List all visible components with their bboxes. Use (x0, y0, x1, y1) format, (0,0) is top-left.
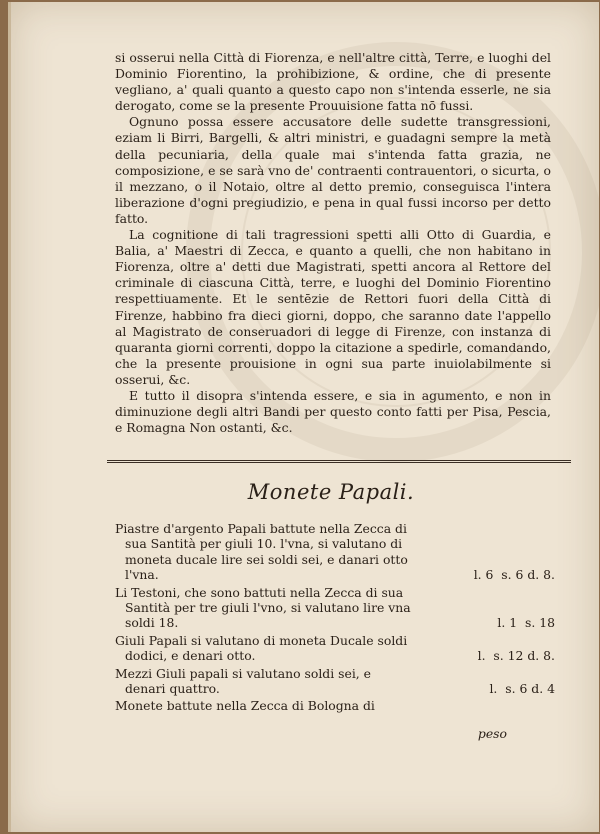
section-divider (107, 460, 571, 463)
body-text-block (115, 50, 551, 436)
coin-description: Piastre d'argento Papali battute nella Zecca di sua Santità per giuli 10. l'vna, si valutano di moneta ducale lire sei soldi sei, e danari otto l'vna. (115, 521, 408, 583)
paragraph-2: Ognuno possa essere accusatore delle sudette transgressioni, eziam li Birri, Bargelli, & altri ministri, e guadagni sempre la metà della pecuniaria, della quale mai s'intenda fatta grazia, ne composizione, e se sarà vno de' contraenti contrauentori, o sicurta, o il mezzano, o il Notaio, oltre al detto premio, conseguisca l'intera liberazione d'ogni pregiudizio, e pena in qual fussi incorso per detto fatto. (115, 114, 551, 226)
coin-amount: l. 6 s. 6 d. 8. (473, 567, 555, 583)
coin-description: Mezzi Giuli papali si valutano soldi sei, e denari quattro. (115, 665, 371, 697)
coin-amount: l. 1 s. 18 (497, 615, 555, 631)
coin-amount: l. s. 6 d. 4 (489, 681, 555, 697)
paragraph-1: si osserui nella Città di Fiorenza, e nell'altre città, Terre, e luoghi del Dominio Fiorentino, la prohibizione, & ordine, che di presente vegliano, a' quali quanto a questo capo non s'intenda esserle, ne sia derogato, come se la presente Prouuisione fatta nō fussi. (115, 50, 551, 114)
coin-description: Giuli Papali si valutano di moneta Ducale soldi dodici, e denari otto. (115, 632, 408, 664)
coin-row (115, 666, 555, 697)
paragraph-4: E tutto il disopra s'intenda essere, e sia in agumento, e non in diminuzione degli altri Bandi per questo conto fatti per Pisa, Pescia, e Romagna Non ostanti, &c. (115, 387, 551, 436)
document-page (8, 2, 599, 832)
coin-row (115, 521, 555, 583)
coin-row (115, 585, 555, 631)
coin-row (115, 633, 555, 664)
catchword: peso (477, 726, 507, 741)
section-title: Monete Papali. (247, 480, 415, 504)
coin-description: Monete battute nella Zecca di Bologna di (115, 698, 375, 714)
coin-amount: l. s. 12 d. 8. (477, 648, 555, 664)
paragraph-3: La cognitione di tali tragressioni spetti alli Otto di Guardia, e Balia, a' Maestri di Zecca, e quanto a quelli, che non habitano in Fiorenza, oltre a' detti due Magistrati, spetti ancora al Rettore del criminale di ciascuna Città, terre, e luoghi del Dominio Fiorentino respettiuamente. Et le sentēzie de Rettori fuori della Città di Firenze, habbino fra dieci giorni, doppo, che saranno date l'appello al Magistrato de conseruadori di legge di Firenze, con instanza di quaranta giorni correnti, doppo la citazione a spedirle, comandando, che la presente prouisione in ogni sua parte inuiolabilmente si osserui, &c. (115, 227, 551, 387)
coin-description: Li Testoni, che sono battuti nella Zecca di sua Santità per tre giuli l'vno, si valutano lire vna soldi 18. (115, 584, 411, 631)
coin-row (115, 698, 555, 713)
coin-list (115, 521, 555, 716)
